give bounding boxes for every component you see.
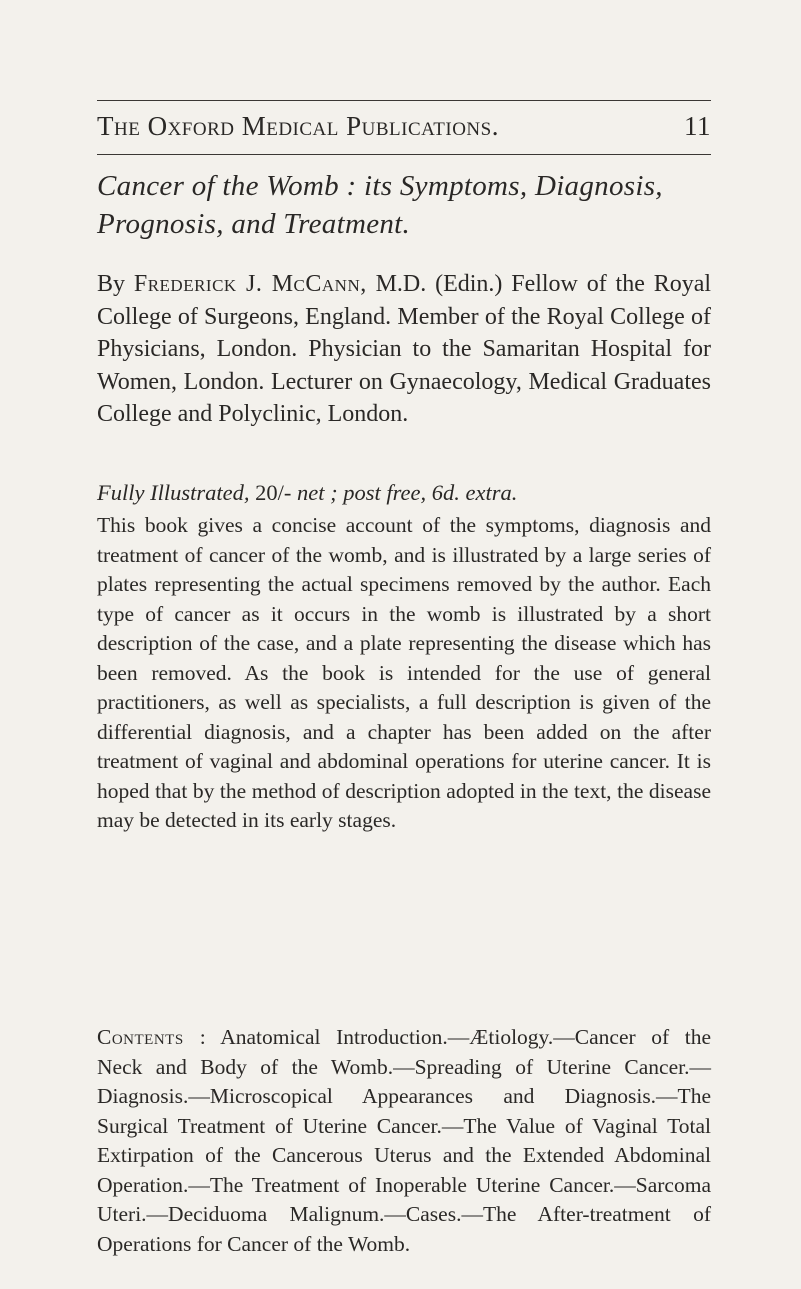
contents-text: Anatomical Introduction.—Ætiology.—Cancer of the Neck and Body of the Womb.—Spreading of Uterine Cancer.—Diagnosis.—Microscopical Appearances and Diagnosis.—The Surgical Treatment of Uterine Cancer.—The Value of Vaginal Total Extirpation of the Cancerous Uterus and the Extended Abdominal Operation.—The Treatment of Inoperable Uterine Cancer.—Sarcoma Uteri.—Deciduoma Malignum.—Cases.—The After-treatment of Operations for Cancer of the Womb. [97, 1025, 711, 1256]
price-amount: 20/- [255, 480, 292, 505]
contents-list [97, 1023, 711, 1259]
contents-label: Contents : [97, 1025, 207, 1049]
header-bottom-rule [97, 154, 711, 155]
running-head [97, 106, 711, 146]
header-top-rule [97, 100, 711, 101]
book-title: Cancer of the Womb : its Symptoms, Diagnosis, Prognosis, and Treatment. [97, 170, 663, 240]
author-byline [97, 268, 711, 431]
page-number: 11 [684, 111, 711, 141]
running-title: The Oxford Medical Publications. [97, 111, 499, 141]
author-credentials: M.D. (Edin.) Fellow of the Royal College of Surgeons, England. Member of the Royal College of Physicians, London. Physician to the Samaritan Hospital for Women, London. Lecturer on Gynaecology, Medical Graduates College and Polyclinic, London. [97, 271, 712, 427]
price-suffix: net ; post free, 6d. extra. [296, 480, 518, 505]
book-description: This book gives a concise account of the symptoms, diagnosis and treatment of cancer of the womb, and is illustrated by a large series of plates representing the actual specimens removed by the author. Each type of cancer as it occurs in the womb is illustrated by a short description of the case, and a plate representing the disease which has been removed. As the book is intended for the use of general practitioners, as well as specialists, a full description is given of the differential diagnosis, and a chapter has been added on the after treatment of vaginal and abdominal operations for uterine cancer. It is hoped that by the method of description adopted in the text, the disease may be detected in its early stages. [97, 513, 711, 832]
byline-prefix: By [97, 271, 126, 297]
price-line [97, 478, 711, 508]
author-name: Frederick J. McCann, [133, 271, 367, 297]
price-prefix: Fully Illustrated, [97, 480, 250, 505]
